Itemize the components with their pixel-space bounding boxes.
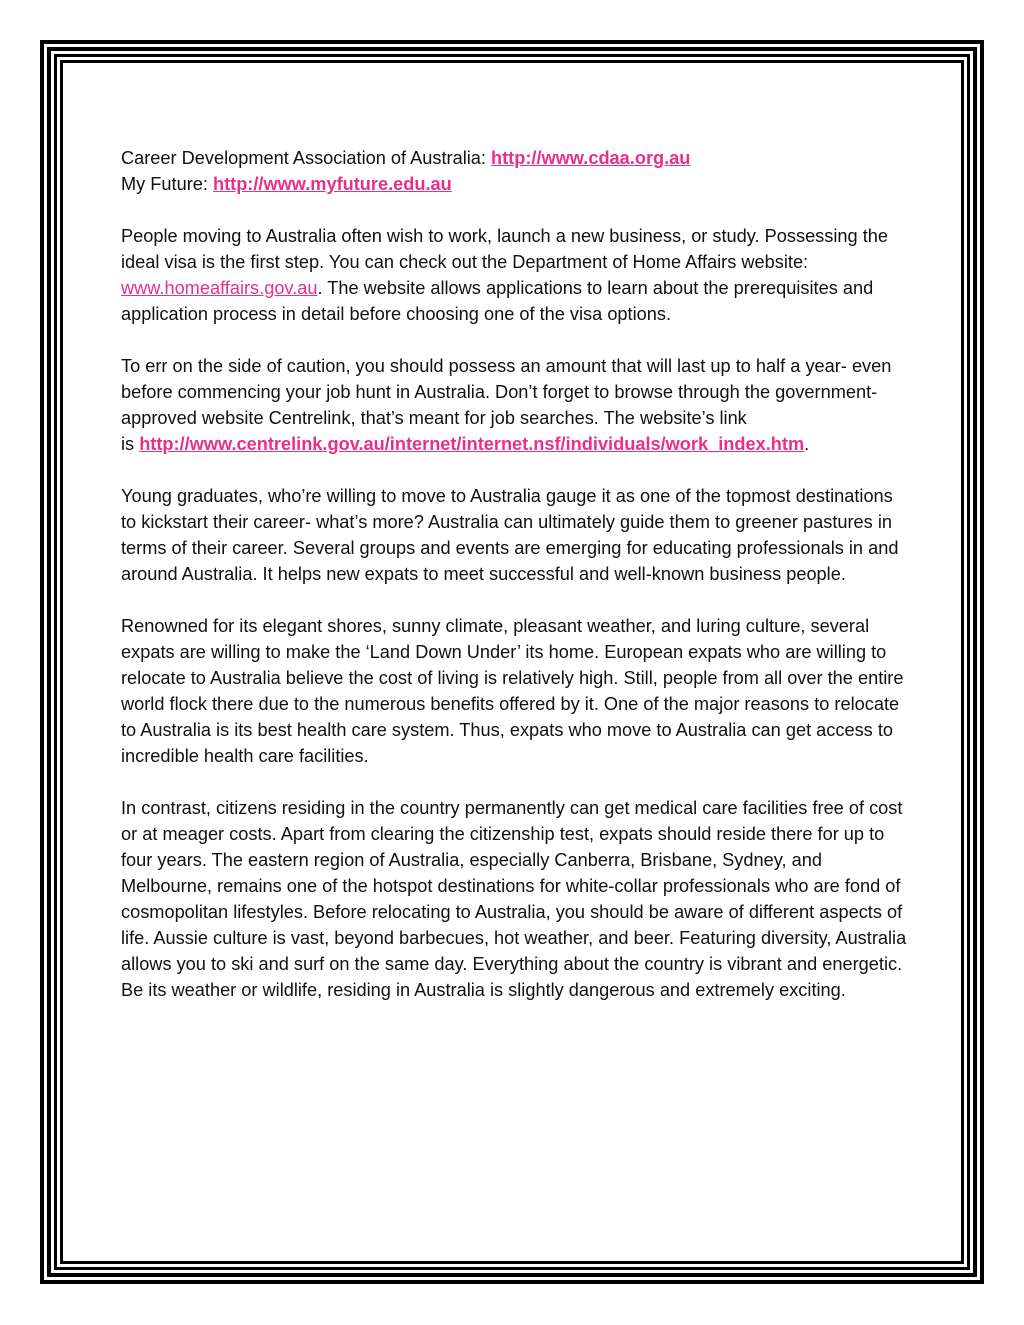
cdaa-link[interactable]: http://www.cdaa.org.au <box>491 148 691 168</box>
paragraph-visa <box>121 223 911 327</box>
paragraph-centrelink-text-before: To err on the side of caution, you should possess an amount that will last up to half a year- even before commencing your job hunt in Australia. Don’t forget to browse through the government-approved website Centrelink, that’s meant for job searches. The website’s link <box>121 356 892 428</box>
paragraph-graduates: Young graduates, who’re willing to move to Australia gauge it as one of the topmost destinations to kickstart their career- what’s more? Australia can ultimately guide them to greener pastures in terms of their career. Several groups and events are emerging for educating professionals in and around Australia. It helps new expats to meet successful and well-known business people. <box>121 486 899 584</box>
document-body <box>121 145 911 1003</box>
cdaa-label: Career Development Association of Australia: <box>121 148 492 168</box>
paragraph-centrelink-text-after: . <box>804 434 810 454</box>
paragraph-centrelink <box>121 353 911 457</box>
myfuture-link[interactable]: http://www.myfuture.edu.au <box>212 174 452 194</box>
paragraph-visa-text-after: . The website allows applications to learn about the prerequisites and application process in detail before choosing one of the visa options. <box>121 278 874 324</box>
paragraph-citizens: In contrast, citizens residing in the country permanently can get medical care facilities free of cost or at meager costs. Apart from clearing the citizenship test, expats should reside there for up to four years. The eastern region of Australia, especially Canberra, Brisbane, Sydney, and Melbourne, remains one of the hotspot destinations for white-collar professionals who are fond of cosmopolitan lifestyles. Before relocating to Australia, you should be aware of different aspects of life. Aussie culture is vast, beyond barbecues, hot weather, and beer. Featuring diversity, Australia allows you to ski and surf on the same day. Everything about the country is vibrant and energetic. Be its weather or wildlife, residing in Australia is slightly dangerous and extremely exciting. <box>121 798 907 1000</box>
homeaffairs-link[interactable]: www.homeaffairs.gov.au <box>121 278 318 298</box>
paragraph-visa-text-before: People moving to Australia often wish to work, launch a new business, or study. Possessing the ideal visa is the first step. You can check out the Department of Home Affairs website: <box>121 226 888 272</box>
resources-block <box>121 145 911 197</box>
paragraph-centrelink-is: is <box>121 434 140 454</box>
centrelink-link[interactable]: http://www.centrelink.gov.au/internet/internet.nsf/individuals/work_index.htm <box>139 434 805 454</box>
myfuture-label: My Future: <box>121 174 213 194</box>
paragraph-expats: Renowned for its elegant shores, sunny climate, pleasant weather, and luring culture, several expats are willing to make the ‘Land Down Under’ its home. European expats who are willing to relocate to Australia believe the cost of living is relatively high. Still, people from all over the entire world flock there due to the numerous benefits offered by it. One of the major reasons to relocate to Australia is its best health care system. Thus, expats who move to Australia can get access to incredible health care facilities. <box>121 616 904 766</box>
